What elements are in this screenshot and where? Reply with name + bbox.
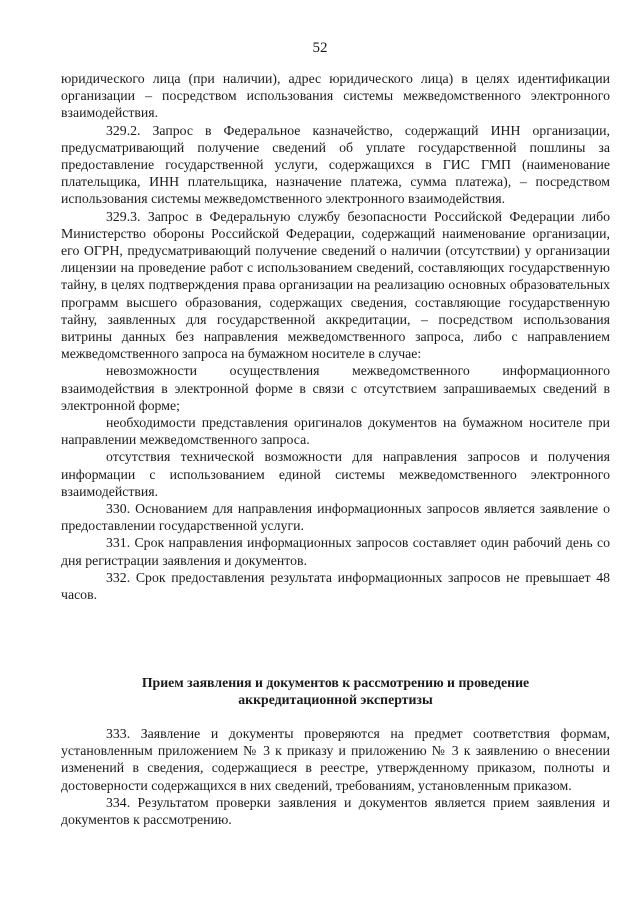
document-body-section: [61, 725, 610, 828]
section-heading-line-1: Прием заявления и документов к рассмотрению и проведение: [141, 675, 530, 690]
paragraph-329-3: 329.3. Запрос в Федеральную службу безопасности Российской Федерации либо Министерство обороны Российской Федерации, содержащий наименование организации, его ОГРН, предусматривающий получение сведений о наличии (отсутствии) у организации лицензии на проведение работ с использованием сведений, составляющих государственную тайну, в целях подтверждения права организации на реализацию основных образовательных программ высшего образования, содержащих сведения, составляющие государственную тайну, заявленных для государственной аккредитации, – посредством использования витрины данных без направления межведомственного запроса, либо с направлением межведомственного запроса на бумажном носителе в случае:: [61, 208, 610, 362]
page-number: 52: [312, 40, 328, 56]
paragraph-331: 331. Срок направления информационных запросов составляет один рабочий день со дня регистрации заявления и документов.: [61, 535, 610, 568]
document-body: [61, 70, 610, 603]
paragraph-case-3: отсутствия технической возможности для направления запросов и получения информации с использованием единой системы межведомственного электронного взаимодействия.: [61, 449, 610, 499]
paragraph-332: 332. Срок предоставления результата информационных запросов не превышает 48 часов.: [61, 569, 610, 603]
section-heading-line-2: аккредитационной экспертизы: [238, 692, 433, 708]
paragraph-case-1: невозможности осуществления межведомственного информационного взаимодействия в электронной форме в связи с отсутствием запрашиваемых сведений в электронной форме;: [61, 363, 610, 413]
paragraph-continuation: юридического лица (при наличии), адрес юридического лица) в целях идентификации организации – посредством использования системы межведомственного электронного взаимодействия.: [61, 71, 610, 121]
paragraph-334: 334. Результатом проверки заявления и документов является прием заявления и документов к рассмотрению.: [61, 794, 610, 828]
section-heading: [61, 674, 610, 708]
paragraph-329-2: 329.2. Запрос в Федеральное казначейство, содержащий ИНН организации, предусматривающий получение сведений об уплате государственной пошлины за предоставление государственной услуги, содержащихся в ГИС ГМП (наименование плательщика, ИНН плательщика, назначение платежа, сумма платежа), – посредством использования системы межведомственного электронного взаимодействия.: [61, 122, 610, 207]
paragraph-330: 330. Основанием для направления информационных запросов является заявление о предоставлении государственной услуги.: [61, 501, 610, 534]
paragraph-case-2: необходимости представления оригиналов документов на бумажном носителе при направлении межведомственного запроса.: [61, 415, 610, 448]
paragraph-333: 333. Заявление и документы проверяются на предмет соответствия формам, установленным приложением № 3 к приказу и приложению № 3 к заявлению о внесении изменений в сведения, содержащиеся в реестре, утвержденному приказом, полноты и достоверности содержащихся в них сведений, требованиям, установленным приказом.: [61, 726, 610, 793]
